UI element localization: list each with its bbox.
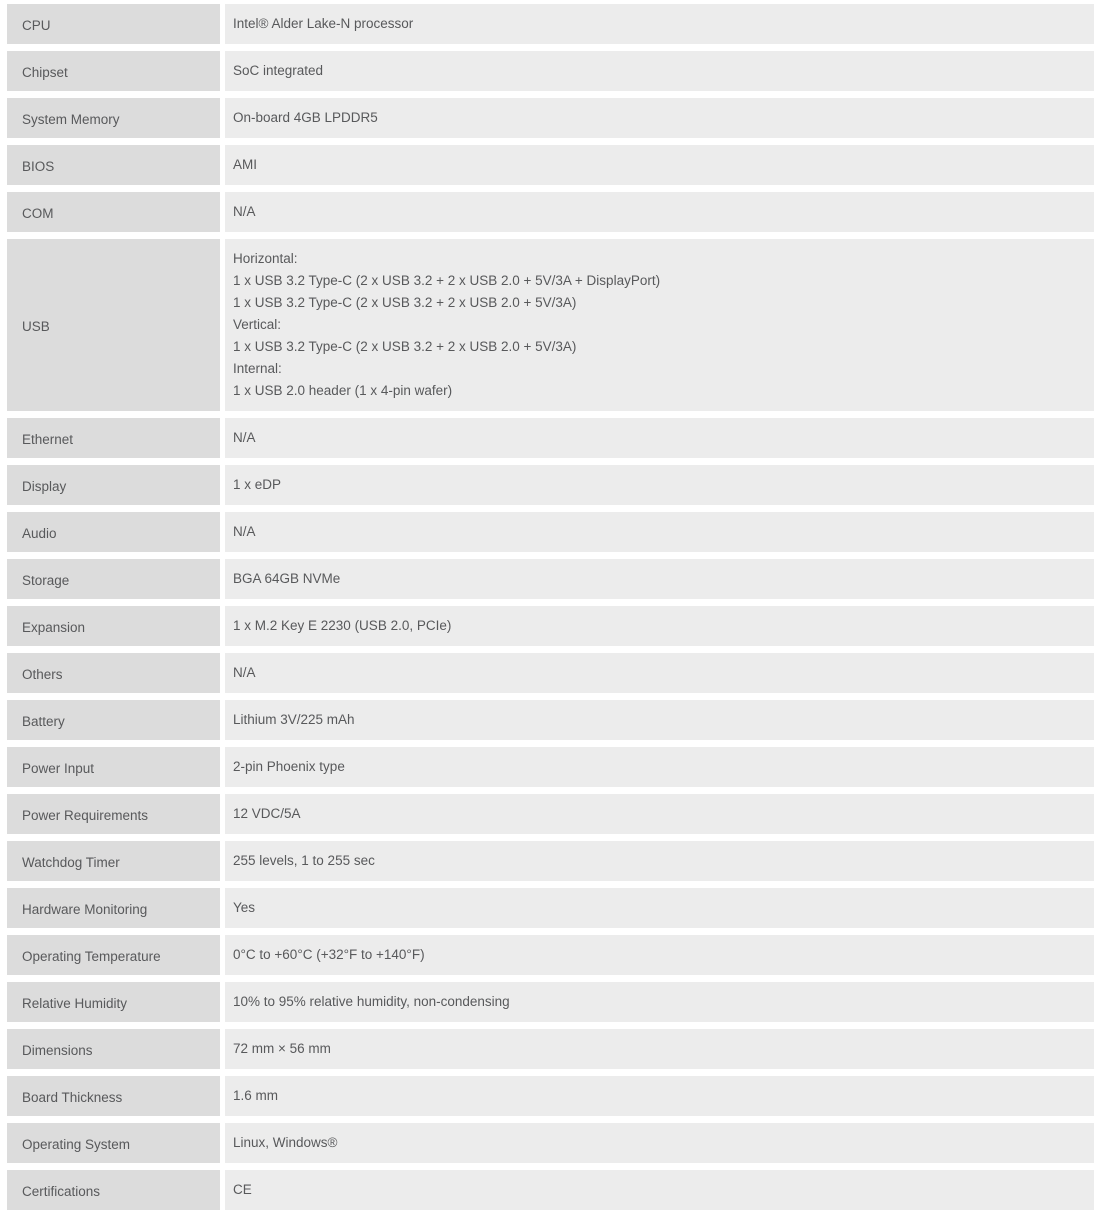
table-row xyxy=(7,51,1094,91)
spec-value-line: 1 x USB 3.2 Type-C (2 x USB 3.2 + 2 x USB 2.0 + 5V/3A) xyxy=(233,295,577,310)
spec-value xyxy=(225,1076,1094,1116)
table-row xyxy=(7,1076,1094,1116)
spec-value-line: 72 mm × 56 mm xyxy=(233,1041,331,1056)
table-row xyxy=(7,794,1094,834)
spec-value xyxy=(225,1029,1094,1069)
spec-value-line: Vertical: xyxy=(233,317,282,332)
spec-value-line: 255 levels, 1 to 255 sec xyxy=(233,853,375,868)
spec-value-line: 1.6 mm xyxy=(233,1088,279,1103)
spec-value xyxy=(225,700,1094,740)
spec-value xyxy=(225,465,1094,505)
spec-value-line: 12 VDC/5A xyxy=(233,806,301,821)
table-row xyxy=(7,1123,1094,1163)
spec-value-line: 1 x M.2 Key E 2230 (USB 2.0, PCIe) xyxy=(233,618,452,633)
spec-value-line: BGA 64GB NVMe xyxy=(233,571,341,586)
spec-value-line: Intel® Alder Lake-N processor xyxy=(233,16,414,31)
spec-label: Watchdog Timer xyxy=(7,841,220,881)
spec-value xyxy=(225,4,1094,44)
table-row xyxy=(7,1029,1094,1069)
spec-label: Certifications xyxy=(7,1170,220,1210)
spec-label: Dimensions xyxy=(7,1029,220,1069)
spec-value xyxy=(225,418,1094,458)
table-row xyxy=(7,145,1094,185)
spec-label: Hardware Monitoring xyxy=(7,888,220,928)
spec-value-line: Yes xyxy=(233,900,256,915)
spec-value xyxy=(225,841,1094,881)
spec-value-line: N/A xyxy=(233,204,256,219)
table-row xyxy=(7,841,1094,881)
spec-value-line: SoC integrated xyxy=(233,63,324,78)
spec-label: Operating Temperature xyxy=(7,935,220,975)
spec-label: Storage xyxy=(7,559,220,599)
spec-value xyxy=(225,888,1094,928)
spec-label: COM xyxy=(7,192,220,232)
spec-label: BIOS xyxy=(7,145,220,185)
spec-value xyxy=(225,935,1094,975)
spec-value xyxy=(225,1123,1094,1163)
spec-value xyxy=(225,51,1094,91)
table-row xyxy=(7,4,1094,44)
spec-label: USB xyxy=(7,239,220,411)
spec-label: Display xyxy=(7,465,220,505)
spec-value-line: 1 x USB 3.2 Type-C (2 x USB 3.2 + 2 x USB 2.0 + 5V/3A + DisplayPort) xyxy=(233,273,661,288)
table-row xyxy=(7,700,1094,740)
spec-value xyxy=(225,145,1094,185)
table-row xyxy=(7,512,1094,552)
table-row xyxy=(7,606,1094,646)
spec-value xyxy=(225,98,1094,138)
spec-label: Operating System xyxy=(7,1123,220,1163)
table-row xyxy=(7,239,1094,411)
spec-value-line: N/A xyxy=(233,665,256,680)
table-row xyxy=(7,192,1094,232)
table-row xyxy=(7,653,1094,693)
table-row xyxy=(7,935,1094,975)
spec-value-line: N/A xyxy=(233,430,256,445)
spec-value-line: Horizontal: xyxy=(233,251,298,266)
spec-value-line: CE xyxy=(233,1182,252,1197)
table-row xyxy=(7,98,1094,138)
spec-label: Battery xyxy=(7,700,220,740)
spec-value-line: AMI xyxy=(233,157,258,172)
spec-label: CPU xyxy=(7,4,220,44)
spec-value-line: Linux, Windows® xyxy=(233,1135,338,1150)
spec-label: Audio xyxy=(7,512,220,552)
spec-value-line: 1 x USB 3.2 Type-C (2 x USB 3.2 + 2 x USB 2.0 + 5V/3A) xyxy=(233,339,577,354)
spec-value-line: 10% to 95% relative humidity, non-condensing xyxy=(233,994,510,1009)
spec-value-line: Lithium 3V/225 mAh xyxy=(233,712,355,727)
spec-value xyxy=(225,606,1094,646)
spec-value xyxy=(225,794,1094,834)
spec-label: Board Thickness xyxy=(7,1076,220,1116)
table-row xyxy=(7,1170,1094,1210)
spec-label: Power Input xyxy=(7,747,220,787)
spec-value-line: 0°C to +60°C (+32°F to +140°F) xyxy=(233,947,425,962)
spec-label: Relative Humidity xyxy=(7,982,220,1022)
table-row xyxy=(7,888,1094,928)
spec-value-line: 2-pin Phoenix type xyxy=(233,759,345,774)
spec-value-line: N/A xyxy=(233,524,256,539)
spec-value-line: On-board 4GB LPDDR5 xyxy=(233,110,378,125)
spec-label: Ethernet xyxy=(7,418,220,458)
spec-value xyxy=(225,512,1094,552)
spec-value-line: 1 x USB 2.0 header (1 x 4-pin wafer) xyxy=(233,383,453,398)
spec-value-line: 1 x eDP xyxy=(233,477,282,492)
spec-value xyxy=(225,239,1094,411)
table-row xyxy=(7,982,1094,1022)
spec-value xyxy=(225,982,1094,1022)
table-row xyxy=(7,559,1094,599)
spec-label: Power Requirements xyxy=(7,794,220,834)
spec-label: System Memory xyxy=(7,98,220,138)
spec-label: Others xyxy=(7,653,220,693)
spec-label: Chipset xyxy=(7,51,220,91)
spec-value xyxy=(225,653,1094,693)
table-row xyxy=(7,747,1094,787)
spec-label: Expansion xyxy=(7,606,220,646)
spec-value xyxy=(225,1170,1094,1210)
table-row xyxy=(7,465,1094,505)
spec-value-line: Internal: xyxy=(233,361,282,376)
spec-value xyxy=(225,192,1094,232)
table-row xyxy=(7,418,1094,458)
spec-value xyxy=(225,559,1094,599)
spec-value xyxy=(225,747,1094,787)
